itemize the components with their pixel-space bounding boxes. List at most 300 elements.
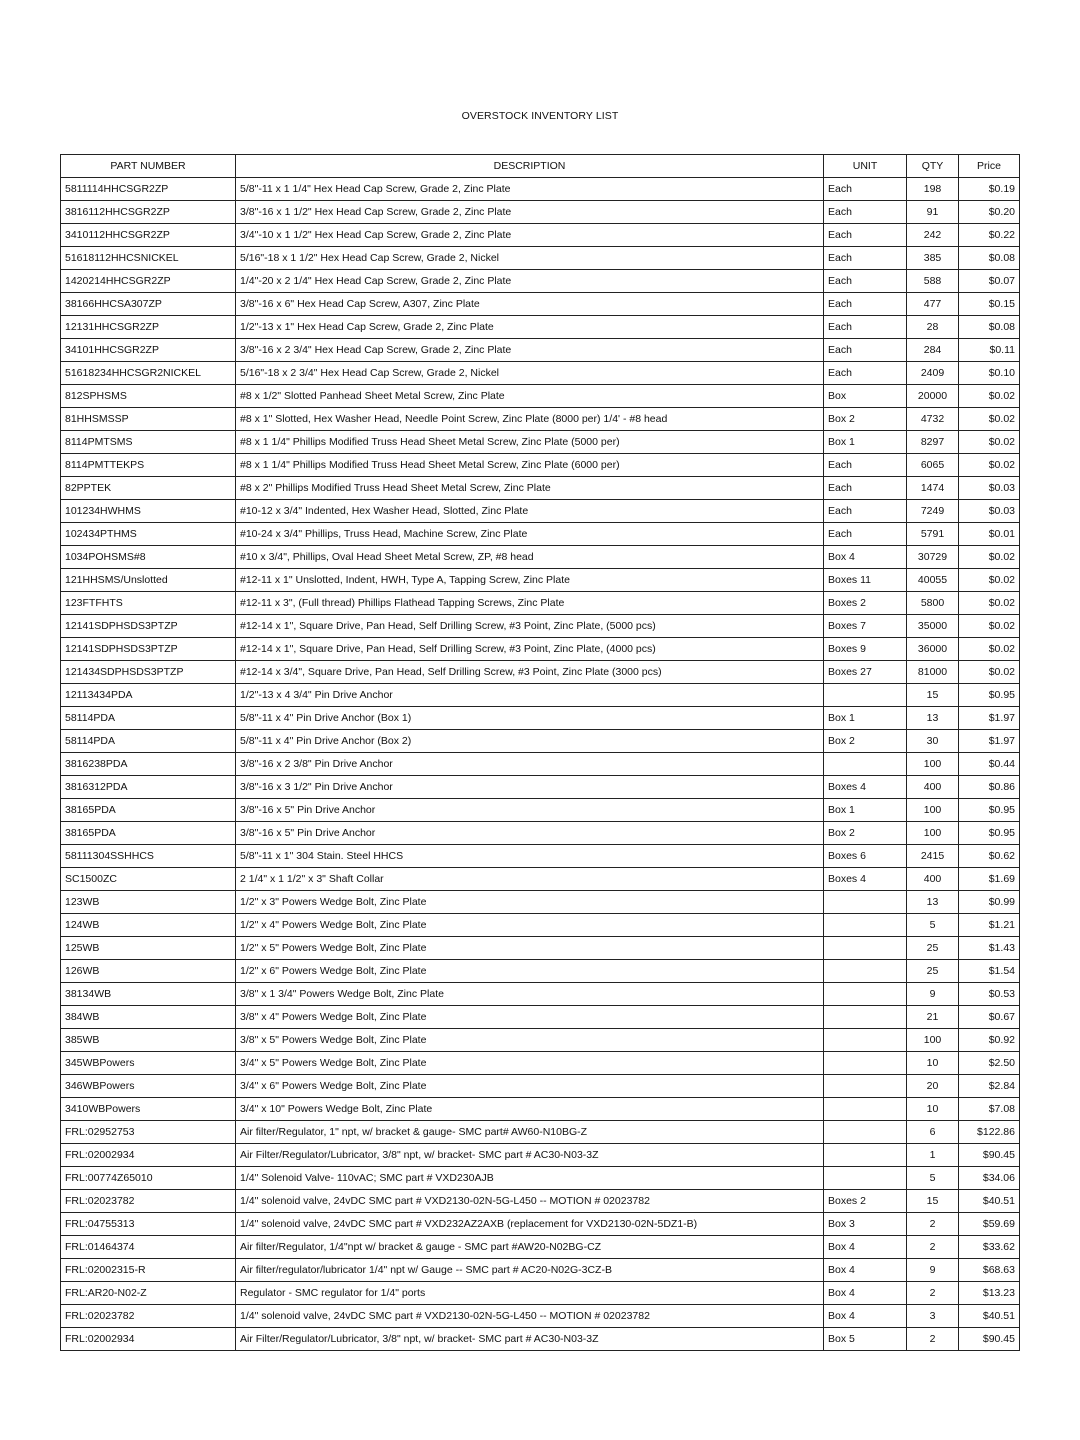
table-row xyxy=(61,891,1020,914)
qty-cell: 5 xyxy=(907,914,959,937)
qty-cell: 1474 xyxy=(907,477,959,500)
table-row xyxy=(61,983,1020,1006)
description-cell: 1/2"-13 x 1" Hex Head Cap Screw, Grade 2, Zinc Plate xyxy=(236,316,824,339)
part-number-cell: 38134WB xyxy=(61,983,236,1006)
qty-cell: 25 xyxy=(907,937,959,960)
qty-cell: 9 xyxy=(907,983,959,1006)
price-cell: $1.97 xyxy=(959,730,1020,753)
table-row xyxy=(61,684,1020,707)
qty-cell: 36000 xyxy=(907,638,959,661)
price-cell: $2.84 xyxy=(959,1075,1020,1098)
table-row xyxy=(61,707,1020,730)
price-cell: $1.21 xyxy=(959,914,1020,937)
qty-cell: 100 xyxy=(907,753,959,776)
description-cell: Regulator - SMC regulator for 1/4" ports xyxy=(236,1282,824,1305)
table-row xyxy=(61,385,1020,408)
part-number-cell: 126WB xyxy=(61,960,236,983)
part-number-cell: 121434SDPHSDS3PTZP xyxy=(61,661,236,684)
table-row xyxy=(61,546,1020,569)
description-cell: 2 1/4" x 1 1/2" x 3" Shaft Collar xyxy=(236,868,824,891)
description-cell: 5/8"-11 x 1 1/4" Hex Head Cap Screw, Grade 2, Zinc Plate xyxy=(236,178,824,201)
price-cell: $7.08 xyxy=(959,1098,1020,1121)
price-cell: $0.02 xyxy=(959,546,1020,569)
table-body xyxy=(61,178,1020,1351)
table-row xyxy=(61,845,1020,868)
price-cell: $0.62 xyxy=(959,845,1020,868)
price-cell: $1.43 xyxy=(959,937,1020,960)
price-cell: $122.86 xyxy=(959,1121,1020,1144)
price-cell: $0.02 xyxy=(959,638,1020,661)
price-cell: $0.95 xyxy=(959,822,1020,845)
table-row xyxy=(61,615,1020,638)
part-number-cell: 8114PMTTEKPS xyxy=(61,454,236,477)
qty-cell: 385 xyxy=(907,247,959,270)
table-row xyxy=(61,799,1020,822)
part-number-cell: FRL:02002934 xyxy=(61,1144,236,1167)
unit-cell: Each xyxy=(824,500,907,523)
description-cell: 1/2" x 6" Powers Wedge Bolt, Zinc Plate xyxy=(236,960,824,983)
table-row xyxy=(61,408,1020,431)
description-cell: 1/4"-20 x 2 1/4" Hex Head Cap Screw, Grade 2, Zinc Plate xyxy=(236,270,824,293)
description-cell: 1/4" solenoid valve, 24vDC SMC part # VXD2130-02N-5G-L450 -- MOTION # 02023782 xyxy=(236,1305,824,1328)
unit-cell: Box 4 xyxy=(824,1282,907,1305)
description-cell: Air Filter/Regulator/Lubricator, 3/8" npt, w/ bracket- SMC part # AC30-N03-3Z xyxy=(236,1328,824,1351)
qty-cell: 3 xyxy=(907,1305,959,1328)
part-number-cell: 1034POHSMS#8 xyxy=(61,546,236,569)
part-number-cell: 3816312PDA xyxy=(61,776,236,799)
part-number-cell: 345WBPowers xyxy=(61,1052,236,1075)
unit-cell: Box xyxy=(824,385,907,408)
qty-cell: 242 xyxy=(907,224,959,247)
price-cell: $0.99 xyxy=(959,891,1020,914)
price-cell: $0.44 xyxy=(959,753,1020,776)
unit-cell: Box 2 xyxy=(824,408,907,431)
unit-cell: Box 1 xyxy=(824,431,907,454)
description-cell: Air Filter/Regulator/Lubricator, 3/8" npt, w/ bracket- SMC part # AC30-N03-3Z xyxy=(236,1144,824,1167)
qty-cell: 10 xyxy=(907,1052,959,1075)
table-row xyxy=(61,1121,1020,1144)
unit-cell: Each xyxy=(824,293,907,316)
table-row xyxy=(61,247,1020,270)
unit-cell: Box 5 xyxy=(824,1328,907,1351)
qty-cell: 81000 xyxy=(907,661,959,684)
description-cell: #8 x 1 1/4" Phillips Modified Truss Head Sheet Metal Screw, Zinc Plate (6000 per) xyxy=(236,454,824,477)
price-cell: $0.02 xyxy=(959,592,1020,615)
qty-cell: 5791 xyxy=(907,523,959,546)
qty-cell: 2 xyxy=(907,1282,959,1305)
price-cell: $1.69 xyxy=(959,868,1020,891)
unit-cell xyxy=(824,914,907,937)
table-row xyxy=(61,1167,1020,1190)
table-row xyxy=(61,1236,1020,1259)
price-cell: $13.23 xyxy=(959,1282,1020,1305)
part-number-cell: 51618234HHCSGR2NICKEL xyxy=(61,362,236,385)
table-row xyxy=(61,753,1020,776)
table-row xyxy=(61,960,1020,983)
qty-cell: 400 xyxy=(907,776,959,799)
price-cell: $33.62 xyxy=(959,1236,1020,1259)
table-row xyxy=(61,1259,1020,1282)
price-cell: $0.02 xyxy=(959,385,1020,408)
unit-cell: Each xyxy=(824,224,907,247)
part-number-cell: 38166HHCSA307ZP xyxy=(61,293,236,316)
part-number-cell: 123WB xyxy=(61,891,236,914)
part-number-cell: 385WB xyxy=(61,1029,236,1052)
unit-cell xyxy=(824,1052,907,1075)
unit-cell: Each xyxy=(824,339,907,362)
price-cell: $0.03 xyxy=(959,477,1020,500)
unit-cell: Each xyxy=(824,247,907,270)
description-cell: 1/4" solenoid valve, 24vDC SMC part # VXD232AZ2AXB (replacement for VXD2130-02N-5DZ1-B) xyxy=(236,1213,824,1236)
unit-cell: Each xyxy=(824,362,907,385)
column-header-qty: QTY xyxy=(907,155,959,178)
table-header-row xyxy=(61,155,1020,178)
part-number-cell: 125WB xyxy=(61,937,236,960)
qty-cell: 7249 xyxy=(907,500,959,523)
description-cell: 3/8" x 1 3/4" Powers Wedge Bolt, Zinc Plate xyxy=(236,983,824,1006)
qty-cell: 15 xyxy=(907,1190,959,1213)
qty-cell: 30 xyxy=(907,730,959,753)
unit-cell xyxy=(824,1029,907,1052)
column-header-unit: UNIT xyxy=(824,155,907,178)
qty-cell: 40055 xyxy=(907,569,959,592)
part-number-cell: 12141SDPHSDS3PTZP xyxy=(61,615,236,638)
description-cell: 5/16"-18 x 1 1/2" Hex Head Cap Screw, Grade 2, Nickel xyxy=(236,247,824,270)
part-number-cell: 34101HHCSGR2ZP xyxy=(61,339,236,362)
table-row xyxy=(61,500,1020,523)
unit-cell xyxy=(824,1075,907,1098)
unit-cell: Box 4 xyxy=(824,1236,907,1259)
unit-cell: Boxes 27 xyxy=(824,661,907,684)
table-row xyxy=(61,638,1020,661)
description-cell: #8 x 1/2" Slotted Panhead Sheet Metal Screw, Zinc Plate xyxy=(236,385,824,408)
qty-cell: 5 xyxy=(907,1167,959,1190)
part-number-cell: 101234HWHMS xyxy=(61,500,236,523)
unit-cell xyxy=(824,891,907,914)
price-cell: $0.02 xyxy=(959,569,1020,592)
price-cell: $2.50 xyxy=(959,1052,1020,1075)
part-number-cell: 82PPTEK xyxy=(61,477,236,500)
part-number-cell: 5811114HHCSGR2ZP xyxy=(61,178,236,201)
unit-cell xyxy=(824,983,907,1006)
price-cell: $0.92 xyxy=(959,1029,1020,1052)
qty-cell: 198 xyxy=(907,178,959,201)
description-cell: Air filter/Regulator, 1" npt, w/ bracket & gauge- SMC part# AW60-N10BG-Z xyxy=(236,1121,824,1144)
table-row xyxy=(61,868,1020,891)
qty-cell: 91 xyxy=(907,201,959,224)
qty-cell: 477 xyxy=(907,293,959,316)
table-row xyxy=(61,1213,1020,1236)
price-cell: $0.02 xyxy=(959,615,1020,638)
table-row xyxy=(61,937,1020,960)
description-cell: 3/8" x 4" Powers Wedge Bolt, Zinc Plate xyxy=(236,1006,824,1029)
table-row xyxy=(61,316,1020,339)
description-cell: 1/2" x 3" Powers Wedge Bolt, Zinc Plate xyxy=(236,891,824,914)
part-number-cell: FRL:04755313 xyxy=(61,1213,236,1236)
qty-cell: 20000 xyxy=(907,385,959,408)
part-number-cell: 3816112HHCSGR2ZP xyxy=(61,201,236,224)
unit-cell xyxy=(824,684,907,707)
unit-cell: Each xyxy=(824,477,907,500)
qty-cell: 8297 xyxy=(907,431,959,454)
page-title: OVERSTOCK INVENTORY LIST xyxy=(461,110,619,122)
part-number-cell: 8114PMTSMS xyxy=(61,431,236,454)
description-cell: #12-11 x 1" Unslotted, Indent, HWH, Type A, Tapping Screw, Zinc Plate xyxy=(236,569,824,592)
description-cell: 1/2"-13 x 4 3/4" Pin Drive Anchor xyxy=(236,684,824,707)
part-number-cell: 12131HHCSGR2ZP xyxy=(61,316,236,339)
qty-cell: 6065 xyxy=(907,454,959,477)
description-cell: #12-14 x 1", Square Drive, Pan Head, Self Drilling Screw, #3 Point, Zinc Plate, (5000 pcs) xyxy=(236,615,824,638)
qty-cell: 13 xyxy=(907,891,959,914)
unit-cell: Box 4 xyxy=(824,546,907,569)
table-row xyxy=(61,776,1020,799)
table-row xyxy=(61,569,1020,592)
part-number-cell: 58114PDA xyxy=(61,707,236,730)
part-number-cell: 102434PTHMS xyxy=(61,523,236,546)
description-cell: 3/8"-16 x 5" Pin Drive Anchor xyxy=(236,822,824,845)
description-cell: #10-24 x 3/4" Phillips, Truss Head, Machine Screw, Zinc Plate xyxy=(236,523,824,546)
qty-cell: 1 xyxy=(907,1144,959,1167)
part-number-cell: FRL:02952753 xyxy=(61,1121,236,1144)
price-cell: $59.69 xyxy=(959,1213,1020,1236)
unit-cell: Box 1 xyxy=(824,707,907,730)
price-cell: $0.95 xyxy=(959,684,1020,707)
part-number-cell: 12113434PDA xyxy=(61,684,236,707)
part-number-cell: FRL:02023782 xyxy=(61,1305,236,1328)
unit-cell xyxy=(824,960,907,983)
unit-cell: Box 2 xyxy=(824,822,907,845)
part-number-cell: 12141SDPHSDS3PTZP xyxy=(61,638,236,661)
unit-cell xyxy=(824,1098,907,1121)
table-row xyxy=(61,293,1020,316)
table-row xyxy=(61,1006,1020,1029)
qty-cell: 100 xyxy=(907,822,959,845)
unit-cell: Each xyxy=(824,316,907,339)
description-cell: #12-14 x 3/4", Square Drive, Pan Head, Self Drilling Screw, #3 Point, Zinc Plate (3000 pcs) xyxy=(236,661,824,684)
qty-cell: 35000 xyxy=(907,615,959,638)
table-row xyxy=(61,592,1020,615)
price-cell: $1.97 xyxy=(959,707,1020,730)
part-number-cell: 3410112HHCSGR2ZP xyxy=(61,224,236,247)
price-cell: $40.51 xyxy=(959,1190,1020,1213)
column-header-price: Price xyxy=(959,155,1020,178)
price-cell: $34.06 xyxy=(959,1167,1020,1190)
unit-cell: Each xyxy=(824,454,907,477)
part-number-cell: 58111304SSHHCS xyxy=(61,845,236,868)
description-cell: 3/8"-16 x 3 1/2" Pin Drive Anchor xyxy=(236,776,824,799)
table-row xyxy=(61,1075,1020,1098)
qty-cell: 100 xyxy=(907,1029,959,1052)
part-number-cell: 123FTFHTS xyxy=(61,592,236,615)
description-cell: 5/8"-11 x 1" 304 Stain. Steel HHCS xyxy=(236,845,824,868)
part-number-cell: FRL:02002934 xyxy=(61,1328,236,1351)
unit-cell: Boxes 2 xyxy=(824,1190,907,1213)
price-cell: $0.03 xyxy=(959,500,1020,523)
price-cell: $0.08 xyxy=(959,247,1020,270)
unit-cell: Each xyxy=(824,270,907,293)
description-cell: 3/4" x 6" Powers Wedge Bolt, Zinc Plate xyxy=(236,1075,824,1098)
description-cell: 3/8"-16 x 2 3/4" Hex Head Cap Screw, Grade 2, Zinc Plate xyxy=(236,339,824,362)
table-row xyxy=(61,201,1020,224)
price-cell: $68.63 xyxy=(959,1259,1020,1282)
unit-cell xyxy=(824,753,907,776)
column-header-description: DESCRIPTION xyxy=(236,155,824,178)
price-cell: $40.51 xyxy=(959,1305,1020,1328)
table-row xyxy=(61,270,1020,293)
qty-cell: 15 xyxy=(907,684,959,707)
price-cell: $0.86 xyxy=(959,776,1020,799)
table-row xyxy=(61,477,1020,500)
price-cell: $0.22 xyxy=(959,224,1020,247)
part-number-cell: 346WBPowers xyxy=(61,1075,236,1098)
table-row xyxy=(61,362,1020,385)
price-cell: $0.19 xyxy=(959,178,1020,201)
unit-cell xyxy=(824,937,907,960)
part-number-cell: 121HHSMS/Unslotted xyxy=(61,569,236,592)
qty-cell: 6 xyxy=(907,1121,959,1144)
unit-cell: Box 4 xyxy=(824,1259,907,1282)
table-row xyxy=(61,1098,1020,1121)
description-cell: 3/8"-16 x 5" Pin Drive Anchor xyxy=(236,799,824,822)
qty-cell: 2 xyxy=(907,1328,959,1351)
unit-cell: Box 2 xyxy=(824,730,907,753)
description-cell: #8 x 2" Phillips Modified Truss Head Sheet Metal Screw, Zinc Plate xyxy=(236,477,824,500)
price-cell: $0.02 xyxy=(959,661,1020,684)
price-cell: $0.02 xyxy=(959,454,1020,477)
description-cell: #12-11 x 3", (Full thread) Phillips Flathead Tapping Screws, Zinc Plate xyxy=(236,592,824,615)
unit-cell xyxy=(824,1144,907,1167)
qty-cell: 4732 xyxy=(907,408,959,431)
unit-cell: Boxes 6 xyxy=(824,845,907,868)
price-cell: $0.10 xyxy=(959,362,1020,385)
table-row xyxy=(61,178,1020,201)
description-cell: 1/4" solenoid valve, 24vDC SMC part # VXD2130-02N-5G-L450 -- MOTION # 02023782 xyxy=(236,1190,824,1213)
table-row xyxy=(61,730,1020,753)
table-row xyxy=(61,1282,1020,1305)
qty-cell: 10 xyxy=(907,1098,959,1121)
price-cell: $0.01 xyxy=(959,523,1020,546)
table-row xyxy=(61,822,1020,845)
part-number-cell: 1420214HHCSGR2ZP xyxy=(61,270,236,293)
table-row xyxy=(61,1029,1020,1052)
description-cell: #10-12 x 3/4" Indented, Hex Washer Head, Slotted, Zinc Plate xyxy=(236,500,824,523)
table-row xyxy=(61,431,1020,454)
table-row xyxy=(61,1305,1020,1328)
qty-cell: 588 xyxy=(907,270,959,293)
price-cell: $0.02 xyxy=(959,408,1020,431)
description-cell: 3/8"-16 x 6" Hex Head Cap Screw, A307, Zinc Plate xyxy=(236,293,824,316)
unit-cell: Boxes 9 xyxy=(824,638,907,661)
unit-cell: Boxes 2 xyxy=(824,592,907,615)
part-number-cell: 38165PDA xyxy=(61,822,236,845)
qty-cell: 20 xyxy=(907,1075,959,1098)
unit-cell: Boxes 4 xyxy=(824,776,907,799)
price-cell: $0.53 xyxy=(959,983,1020,1006)
part-number-cell: 3816238PDA xyxy=(61,753,236,776)
qty-cell: 5800 xyxy=(907,592,959,615)
unit-cell: Each xyxy=(824,201,907,224)
price-cell: $1.54 xyxy=(959,960,1020,983)
qty-cell: 28 xyxy=(907,316,959,339)
part-number-cell: 3410WBPowers xyxy=(61,1098,236,1121)
unit-cell: Each xyxy=(824,178,907,201)
description-cell: 3/4" x 10" Powers Wedge Bolt, Zinc Plate xyxy=(236,1098,824,1121)
part-number-cell: FRL:02002315-R xyxy=(61,1259,236,1282)
table-row xyxy=(61,523,1020,546)
part-number-cell: 51618112HHCSNICKEL xyxy=(61,247,236,270)
description-cell: 1/2" x 4" Powers Wedge Bolt, Zinc Plate xyxy=(236,914,824,937)
price-cell: $0.11 xyxy=(959,339,1020,362)
part-number-cell: FRL:01464374 xyxy=(61,1236,236,1259)
table-row xyxy=(61,454,1020,477)
qty-cell: 30729 xyxy=(907,546,959,569)
qty-cell: 13 xyxy=(907,707,959,730)
unit-cell: Boxes 7 xyxy=(824,615,907,638)
qty-cell: 2415 xyxy=(907,845,959,868)
description-cell: #8 x 1" Slotted, Hex Washer Head, Needle Point Screw, Zinc Plate (8000 per) 1/4' - #8 head xyxy=(236,408,824,431)
price-cell: $0.08 xyxy=(959,316,1020,339)
part-number-cell: SC1500ZC xyxy=(61,868,236,891)
unit-cell xyxy=(824,1006,907,1029)
description-cell: #10 x 3/4", Phillips, Oval Head Sheet Metal Screw, ZP, #8 head xyxy=(236,546,824,569)
inventory-table xyxy=(60,154,1020,1351)
table-row xyxy=(61,339,1020,362)
qty-cell: 400 xyxy=(907,868,959,891)
description-cell: 1/2" x 5" Powers Wedge Bolt, Zinc Plate xyxy=(236,937,824,960)
qty-cell: 25 xyxy=(907,960,959,983)
description-cell: #12-14 x 1", Square Drive, Pan Head, Self Drilling Screw, #3 Point, Zinc Plate, (4000 pcs) xyxy=(236,638,824,661)
qty-cell: 21 xyxy=(907,1006,959,1029)
unit-cell xyxy=(824,1167,907,1190)
description-cell: Air filter/regulator/lubricator 1/4" npt w/ Gauge -- SMC part # AC20-N02G-3CZ-B xyxy=(236,1259,824,1282)
part-number-cell: 81HHSMSSP xyxy=(61,408,236,431)
description-cell: 5/8"-11 x 4" Pin Drive Anchor (Box 2) xyxy=(236,730,824,753)
description-cell: 3/8"-16 x 1 1/2" Hex Head Cap Screw, Grade 2, Zinc Plate xyxy=(236,201,824,224)
unit-cell: Boxes 11 xyxy=(824,569,907,592)
qty-cell: 2 xyxy=(907,1213,959,1236)
unit-cell: Each xyxy=(824,523,907,546)
unit-cell: Box 3 xyxy=(824,1213,907,1236)
part-number-cell: 124WB xyxy=(61,914,236,937)
description-cell: 3/4" x 5" Powers Wedge Bolt, Zinc Plate xyxy=(236,1052,824,1075)
price-cell: $90.45 xyxy=(959,1328,1020,1351)
part-number-cell: 812SPHSMS xyxy=(61,385,236,408)
part-number-cell: FRL:00774Z65010 xyxy=(61,1167,236,1190)
table-row xyxy=(61,1190,1020,1213)
price-cell: $0.20 xyxy=(959,201,1020,224)
table-row xyxy=(61,1328,1020,1351)
description-cell: 5/16"-18 x 2 3/4" Hex Head Cap Screw, Grade 2, Nickel xyxy=(236,362,824,385)
qty-cell: 2 xyxy=(907,1236,959,1259)
qty-cell: 284 xyxy=(907,339,959,362)
table-row xyxy=(61,1144,1020,1167)
unit-cell xyxy=(824,1121,907,1144)
description-cell: 1/4" Solenoid Valve- 110vAC; SMC part # VXD230AJB xyxy=(236,1167,824,1190)
unit-cell: Box 1 xyxy=(824,799,907,822)
table-row xyxy=(61,224,1020,247)
description-cell: 3/8" x 5" Powers Wedge Bolt, Zinc Plate xyxy=(236,1029,824,1052)
price-cell: $0.67 xyxy=(959,1006,1020,1029)
description-cell: 5/8"-11 x 4" Pin Drive Anchor (Box 1) xyxy=(236,707,824,730)
qty-cell: 9 xyxy=(907,1259,959,1282)
part-number-cell: 384WB xyxy=(61,1006,236,1029)
price-cell: $0.15 xyxy=(959,293,1020,316)
description-cell: #8 x 1 1/4" Phillips Modified Truss Head Sheet Metal Screw, Zinc Plate (5000 per) xyxy=(236,431,824,454)
unit-cell: Boxes 4 xyxy=(824,868,907,891)
table-row xyxy=(61,1052,1020,1075)
part-number-cell: 58114PDA xyxy=(61,730,236,753)
price-cell: $0.02 xyxy=(959,431,1020,454)
